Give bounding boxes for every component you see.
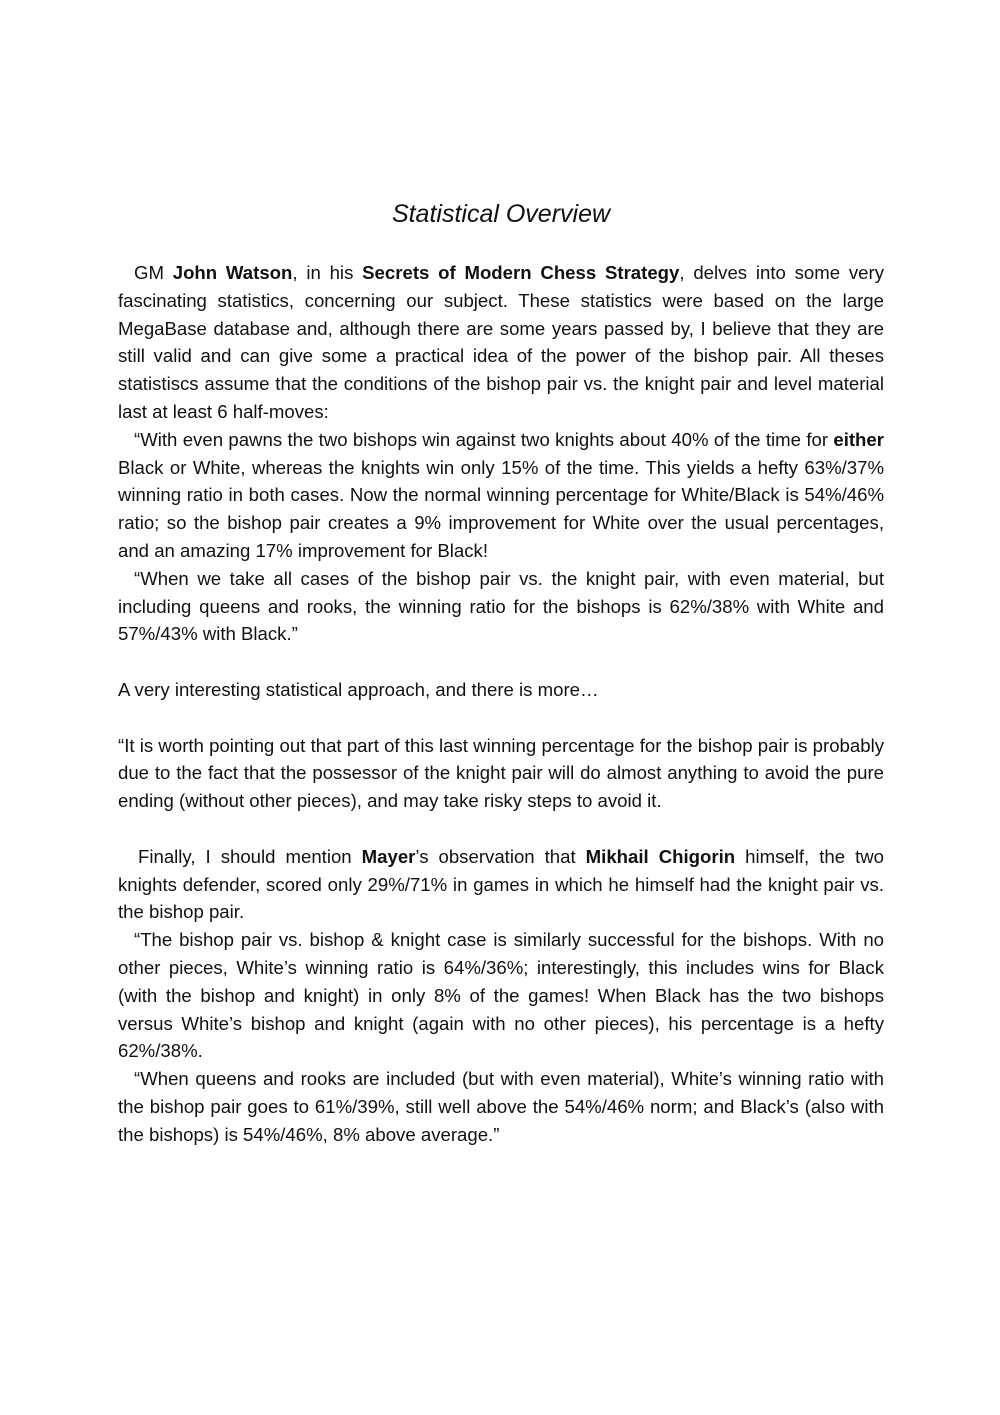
name-chigorin: Mikhail Chigorin	[585, 845, 736, 867]
text-run: GM	[134, 262, 173, 283]
emphasis-either: either	[833, 428, 884, 450]
paragraph-transition: A very interesting statistical approach, and there is more…	[118, 678, 599, 700]
paragraph-quote-3: “It is worth pointing out that part of this last winning percentage for the bishop pair is probably due to the fact that the possessor of the knight pair will do almost anything to avoid the pure ending (without other pieces), and may take risky steps to avoid it.	[118, 734, 884, 812]
page-title: Statistical Overview	[391, 200, 611, 228]
text-run: , delves into some very fascinating statistics, concerning our subject. These statistics were based on the large MegaBase database and, although there are some years passed by, I believe that they are still valid and can give some a practical idea of the power of the bishop pair. All theses statistiscs assume that the conditions of the bishop pair vs. the knight pair and level material last at least 6 half-moves:	[118, 262, 885, 422]
name-mayer: Mayer	[361, 845, 416, 867]
author-name: John Watson	[172, 262, 293, 283]
text-run: himself, the two knights defender, scored only 29%/71% in games in which he himself had the knight pair vs. the bishop pair.	[118, 845, 885, 923]
paragraph-quote-5: “When queens and rooks are included (but with even material), White’s winning ratio with the bishop pair goes to 61%/39%, still well above the 54%/46% norm; and Black’s (also with the bishops) is 54%/46%, 8% above average.”	[118, 1068, 884, 1145]
book-title: Secrets of Modern Chess Strategy	[362, 262, 680, 283]
text-run: , in his	[292, 262, 363, 283]
text-run: ’s observation that	[415, 845, 586, 867]
text-run: “With even pawns the two bishops win against two knights about 40% of the time for	[134, 428, 834, 450]
text-run: Finally, I should mention	[138, 845, 362, 867]
paragraph-quote-2: “When we take all cases of the bishop pair vs. the knight pair, with even material, but including queens and rooks, the winning ratio for the bishops is 62%/38% with White and 57%/43% with Black.”	[118, 567, 884, 645]
text-run: Black or White, whereas the knights win only 15% of the time. This yields a hefty 63%/37% winning ratio in both cases. Now the normal winning percentage for White/Black is 54%/46% ratio; so the bishop pair creates a 9% improvement for White over the usual percentages, and an amazing 17% improvement for Black!	[118, 456, 884, 561]
paragraph-quote-1	[118, 426, 884, 565]
paragraph-quote-4: “The bishop pair vs. bishop & knight case is similarly successful for the bishops. With no other pieces, White’s winning ratio is 64%/36%; interestingly, this includes wins for Black (with the bishop and knight) in only 8% of the games! When Black has the two bishops versus White’s bishop and knight (again with no other pieces), his percentage is a hefty 62%/38%.	[118, 929, 884, 1062]
paragraph-chigorin	[118, 843, 884, 926]
paragraph-intro	[118, 259, 884, 426]
body-text	[118, 259, 884, 1149]
